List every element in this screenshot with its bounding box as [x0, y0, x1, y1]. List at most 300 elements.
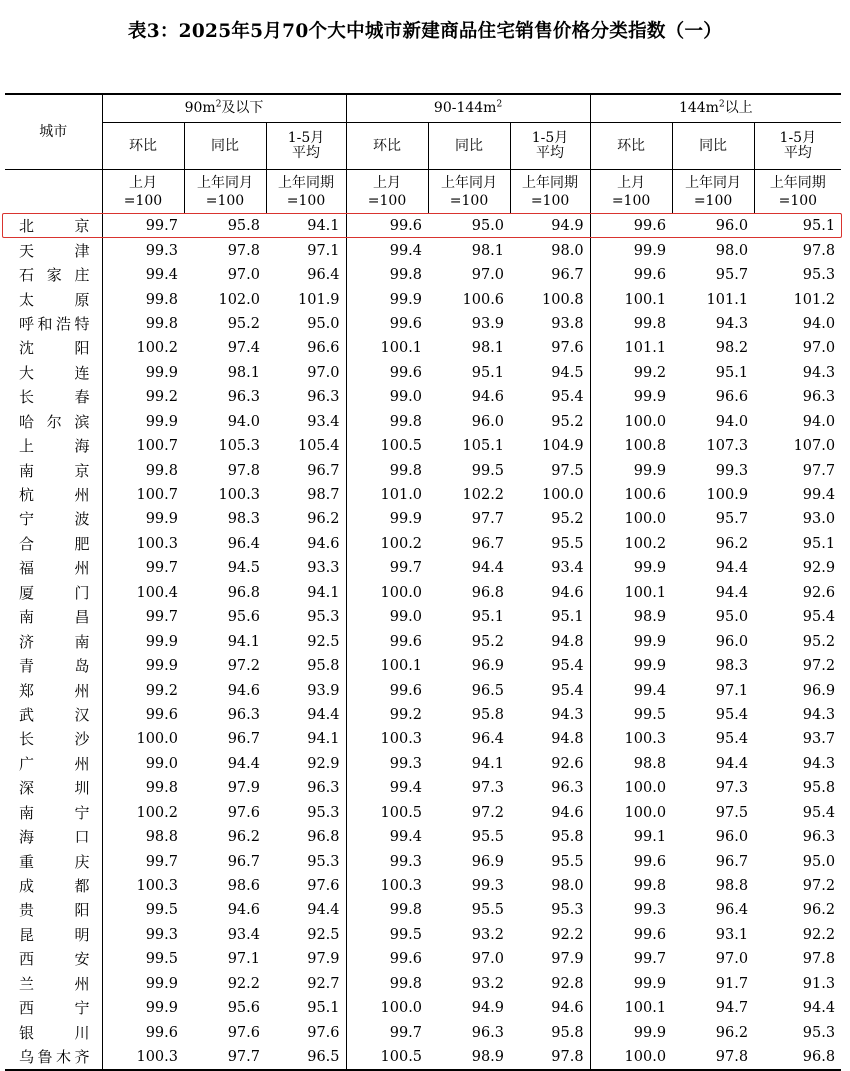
index-value-cell: 96.6: [307, 340, 340, 357]
index-value-cell: 94.1: [307, 731, 340, 748]
index-value-cell: 99.5: [590, 703, 672, 727]
city-name-cell: 济南: [19, 632, 90, 651]
index-value-cell: 94.3: [802, 755, 836, 772]
index-value-cell: 95.8: [551, 829, 584, 846]
index-value-cell: 94.3: [551, 706, 584, 723]
index-value-cell: 96.7: [307, 462, 340, 479]
index-value-cell: 94.8: [551, 731, 584, 748]
index-value-cell: 97.5: [551, 462, 584, 479]
index-value-cell: 100.9: [706, 487, 749, 504]
index-value-cell: 99.5: [102, 947, 184, 971]
index-value-cell: 99.8: [590, 312, 672, 336]
index-value-cell: 96.3: [551, 780, 584, 797]
base-period-header: 上年同月 =100: [428, 170, 510, 214]
index-value-cell: 99.6: [346, 678, 428, 702]
city-name-cell: 北京: [19, 217, 90, 236]
index-value-cell: 98.9: [428, 1045, 510, 1070]
index-value-cell: 94.6: [227, 902, 260, 919]
index-value-cell: 98.8: [715, 878, 749, 895]
table-row: [5, 605, 841, 629]
index-value-cell: 96.3: [802, 389, 836, 406]
index-value-cell: 97.9: [551, 951, 584, 968]
index-value-cell: 99.7: [346, 556, 428, 580]
table-row: [5, 898, 841, 922]
index-value-cell: 94.4: [227, 755, 260, 772]
index-value-cell: 100.3: [218, 487, 260, 504]
index-value-cell: 94.6: [551, 1000, 584, 1017]
index-value-cell: 97.2: [802, 658, 836, 675]
index-value-cell: 96.2: [227, 829, 260, 846]
index-value-cell: 94.5: [227, 560, 260, 577]
index-value-cell: 95.0: [471, 218, 505, 235]
city-name-cell: 天津: [19, 241, 90, 260]
index-value-cell: 99.9: [590, 385, 672, 409]
index-value-cell: 99.9: [102, 507, 184, 531]
index-value-cell: 95.3: [802, 1024, 836, 1041]
index-value-cell: 99.4: [346, 825, 428, 849]
index-value-cell: 91.3: [802, 975, 836, 992]
index-value-cell: 97.9: [227, 780, 260, 797]
index-value-cell: 97.0: [715, 951, 749, 968]
base-period-header: 上年同期 =100: [266, 170, 346, 214]
index-value-cell: 99.9: [102, 629, 184, 653]
index-value-cell: 98.8: [590, 752, 672, 776]
index-value-cell: 100.0: [590, 801, 672, 825]
index-value-cell: 96.5: [471, 682, 505, 699]
index-value-cell: 96.7: [551, 267, 584, 284]
base-period-header: 上月 =100: [590, 170, 672, 214]
index-value-cell: 100.5: [346, 1045, 428, 1070]
index-value-cell: 96.9: [471, 658, 505, 675]
index-value-cell: 95.1: [551, 609, 584, 626]
index-value-cell: 99.9: [590, 654, 672, 678]
city-name-cell: 南京: [19, 461, 90, 480]
index-value-cell: 100.2: [590, 532, 672, 556]
index-value-cell: 94.4: [802, 1000, 836, 1017]
index-value-cell: 94.9: [551, 218, 584, 235]
index-type-header: 同比: [184, 123, 266, 170]
index-value-cell: 100.3: [102, 874, 184, 898]
city-name-cell: 长沙: [19, 730, 90, 749]
table-row: [5, 874, 841, 898]
index-value-cell: 97.8: [672, 1045, 754, 1070]
index-value-cell: 99.2: [102, 678, 184, 702]
index-value-cell: 94.6: [471, 389, 505, 406]
index-value-cell: 96.3: [307, 780, 340, 797]
index-value-cell: 99.8: [346, 263, 428, 287]
index-value-cell: 100.0: [346, 996, 428, 1020]
city-name-cell: 西宁: [19, 999, 90, 1018]
index-value-cell: 96.0: [471, 413, 505, 430]
table-title: 表3：2025年5月70个大中城市新建商品住宅销售价格分类指数（一）: [127, 21, 723, 42]
index-value-cell: 95.0: [802, 853, 836, 870]
index-value-cell: 91.7: [715, 975, 749, 992]
index-value-cell: 99.4: [802, 487, 836, 504]
index-value-cell: 95.4: [715, 706, 749, 723]
index-value-cell: 99.8: [346, 972, 428, 996]
index-value-cell: 97.2: [227, 658, 260, 675]
index-value-cell: 100.8: [590, 434, 672, 458]
size-group-header: $90-144m^2$: [346, 94, 590, 123]
index-value-cell: 95.1: [715, 364, 749, 381]
index-value-cell: 99.2: [102, 385, 184, 409]
index-value-cell: 99.9: [102, 410, 184, 434]
index-value-cell: 97.0: [471, 267, 505, 284]
index-type-header: 同比: [672, 123, 754, 170]
index-value-cell: 96.4: [471, 731, 505, 748]
index-value-cell: 97.4: [227, 340, 260, 357]
index-value-cell: 98.9: [590, 605, 672, 629]
index-value-cell: 95.7: [715, 511, 749, 528]
index-value-cell: 96.8: [471, 584, 505, 601]
index-value-cell: 99.3: [346, 849, 428, 873]
city-name-cell: 宁波: [19, 510, 90, 529]
index-value-cell: 105.3: [218, 438, 260, 455]
index-value-cell: 96.3: [227, 706, 260, 723]
index-value-cell: 99.4: [346, 776, 428, 800]
index-value-cell: 93.4: [551, 560, 584, 577]
base-period-header: 上年同期 =100: [510, 170, 590, 214]
index-value-cell: 99.2: [346, 703, 428, 727]
index-value-cell: 101.9: [298, 291, 340, 308]
index-value-cell: 99.6: [590, 923, 672, 947]
index-value-cell: 93.9: [471, 315, 505, 332]
index-value-cell: 99.7: [102, 556, 184, 580]
index-value-cell: 99.7: [590, 947, 672, 971]
index-value-cell: 99.0: [346, 605, 428, 629]
base-period-header: 上年同月 =100: [184, 170, 266, 214]
city-name-cell: 武汉: [19, 705, 90, 724]
city-name-cell: 青岛: [19, 657, 90, 676]
index-value-cell: 95.4: [551, 682, 584, 699]
table-row: [5, 458, 841, 482]
index-value-cell: 95.3: [307, 609, 340, 626]
table-row: [5, 972, 841, 996]
index-type-header: 同比: [428, 123, 510, 170]
index-value-cell: 94.1: [227, 633, 260, 650]
index-value-cell: 99.8: [346, 410, 428, 434]
table-row: [5, 532, 841, 556]
index-value-cell: 96.3: [307, 389, 340, 406]
index-value-cell: 92.9: [307, 755, 340, 772]
index-value-cell: 95.3: [551, 902, 584, 919]
index-value-cell: 99.9: [590, 1020, 672, 1044]
index-value-cell: 100.7: [102, 483, 184, 507]
index-value-cell: 96.2: [715, 1024, 749, 1041]
index-value-cell: 95.4: [551, 658, 584, 675]
index-value-cell: 94.6: [551, 804, 584, 821]
index-value-cell: 99.8: [346, 458, 428, 482]
index-value-cell: 94.4: [715, 584, 749, 601]
index-value-cell: 97.3: [471, 780, 505, 797]
city-name-cell: 太原: [19, 290, 90, 309]
index-value-cell: 99.9: [590, 556, 672, 580]
index-value-cell: 97.2: [471, 804, 505, 821]
index-value-cell: 99.3: [346, 752, 428, 776]
index-value-cell: 97.6: [307, 878, 340, 895]
index-value-cell: 99.6: [590, 849, 672, 873]
index-value-cell: 99.8: [102, 458, 184, 482]
index-value-cell: 99.8: [102, 776, 184, 800]
index-value-cell: 93.0: [802, 511, 836, 528]
index-value-cell: 100.5: [346, 801, 428, 825]
index-value-cell: 94.9: [471, 1000, 505, 1017]
table-row: [5, 923, 841, 947]
index-value-cell: 93.3: [307, 560, 340, 577]
table-body: [5, 214, 841, 1071]
index-value-cell: 101.0: [346, 483, 428, 507]
index-value-cell: 94.4: [307, 902, 340, 919]
city-name-cell: 哈尔滨: [19, 412, 90, 431]
table-row: [5, 507, 841, 531]
index-value-cell: 94.0: [802, 413, 836, 430]
index-value-cell: 99.0: [346, 385, 428, 409]
index-value-cell: 99.9: [346, 507, 428, 531]
index-value-cell: 100.1: [590, 287, 672, 311]
city-name-cell: 重庆: [19, 852, 90, 871]
index-value-cell: 100.2: [346, 532, 428, 556]
city-name-cell: 广州: [19, 754, 90, 773]
index-value-cell: 99.3: [715, 462, 749, 479]
index-value-cell: 99.8: [102, 287, 184, 311]
index-value-cell: 95.1: [471, 364, 505, 381]
city-name-cell: 贵阳: [19, 901, 90, 920]
index-value-cell: 95.2: [802, 633, 836, 650]
index-value-cell: 99.7: [102, 214, 184, 239]
index-value-cell: 100.0: [590, 410, 672, 434]
index-value-cell: 99.8: [590, 874, 672, 898]
index-value-cell: 99.6: [346, 214, 428, 239]
index-value-cell: 100.3: [102, 532, 184, 556]
index-value-cell: 99.6: [102, 1020, 184, 1044]
index-value-cell: 94.1: [307, 218, 340, 235]
index-value-cell: 99.5: [471, 462, 505, 479]
index-value-cell: 98.2: [715, 340, 749, 357]
city-name-cell: 上海: [19, 437, 90, 456]
index-value-cell: 100.6: [462, 291, 505, 308]
index-value-cell: 97.5: [715, 804, 749, 821]
table-row: [5, 263, 841, 287]
city-name-cell: 银川: [19, 1023, 90, 1042]
index-value-cell: 95.1: [802, 535, 836, 552]
city-name-cell: 合肥: [19, 534, 90, 553]
index-value-cell: 100.6: [590, 483, 672, 507]
index-value-cell: 100.2: [102, 801, 184, 825]
index-value-cell: 105.4: [298, 438, 340, 455]
table-row: [5, 312, 841, 336]
index-value-cell: 99.5: [102, 898, 184, 922]
index-value-cell: 107.0: [793, 438, 836, 455]
table-row: [5, 801, 841, 825]
table-row: [5, 703, 841, 727]
index-value-cell: 97.6: [551, 340, 584, 357]
city-name-cell: 大连: [19, 363, 90, 382]
index-value-cell: 100.8: [542, 291, 584, 308]
table-row: [5, 287, 841, 311]
index-value-cell: 97.7: [802, 462, 836, 479]
index-type-header: 环比: [102, 123, 184, 170]
index-value-cell: 94.4: [307, 706, 340, 723]
index-value-cell: 98.3: [715, 658, 749, 675]
index-value-cell: 96.0: [715, 829, 749, 846]
index-value-cell: 94.8: [551, 633, 584, 650]
index-value-cell: 95.1: [802, 218, 836, 235]
index-value-cell: 95.5: [471, 902, 505, 919]
index-value-cell: 93.8: [551, 315, 584, 332]
index-value-cell: 96.8: [227, 584, 260, 601]
index-value-cell: 99.0: [102, 752, 184, 776]
city-name-cell: 西安: [19, 950, 90, 969]
index-value-cell: 100.3: [346, 874, 428, 898]
index-value-cell: 96.3: [227, 389, 260, 406]
index-value-cell: 94.4: [715, 755, 749, 772]
table-row: [5, 361, 841, 385]
index-value-cell: 95.5: [471, 829, 505, 846]
index-value-cell: 98.7: [307, 487, 340, 504]
index-value-cell: 97.6: [227, 804, 260, 821]
index-value-cell: 99.9: [102, 654, 184, 678]
index-value-cell: 100.0: [590, 1045, 672, 1070]
index-value-cell: 95.0: [715, 609, 749, 626]
table-row: [5, 410, 841, 434]
index-value-cell: 99.7: [102, 605, 184, 629]
index-value-cell: 99.6: [102, 703, 184, 727]
table-row: [5, 654, 841, 678]
index-value-cell: 99.9: [102, 972, 184, 996]
index-value-cell: 96.2: [802, 902, 836, 919]
index-value-cell: 97.6: [227, 1024, 260, 1041]
index-value-cell: 93.9: [307, 682, 340, 699]
city-name-cell: 成都: [19, 877, 90, 896]
city-name-cell: 南宁: [19, 803, 90, 822]
index-value-cell: 99.9: [590, 458, 672, 482]
index-value-cell: 94.1: [307, 584, 340, 601]
index-value-cell: 100.1: [346, 654, 428, 678]
city-name-cell: 南昌: [19, 608, 90, 627]
index-value-cell: 96.7: [715, 853, 749, 870]
index-value-cell: 98.3: [227, 511, 260, 528]
index-value-cell: 94.3: [802, 706, 836, 723]
index-value-cell: 98.0: [715, 242, 749, 259]
index-value-cell: 100.0: [542, 487, 584, 504]
index-value-cell: 96.3: [471, 1024, 505, 1041]
index-value-cell: 100.7: [102, 434, 184, 458]
price-index-table: [5, 93, 841, 1071]
base-period-header-row: [5, 170, 841, 214]
base-period-header: 上月 =100: [346, 170, 428, 214]
index-value-cell: 94.6: [307, 535, 340, 552]
index-value-cell: 94.4: [715, 560, 749, 577]
index-value-cell: 99.9: [590, 238, 672, 262]
index-value-cell: 97.0: [802, 340, 836, 357]
index-value-cell: 99.7: [102, 849, 184, 873]
index-value-cell: 96.9: [802, 682, 836, 699]
index-value-cell: 99.6: [346, 361, 428, 385]
city-name-cell: 沈阳: [19, 339, 90, 358]
index-value-cell: 96.8: [307, 829, 340, 846]
table-row: [5, 483, 841, 507]
index-value-cell: 95.3: [802, 267, 836, 284]
index-value-cell: 97.1: [307, 242, 340, 259]
index-value-cell: 101.1: [590, 336, 672, 360]
index-value-cell: 96.4: [227, 535, 260, 552]
index-value-cell: 95.4: [802, 609, 836, 626]
index-value-cell: 99.3: [471, 878, 505, 895]
index-value-cell: 92.8: [551, 975, 584, 992]
table-row: [5, 238, 841, 262]
index-value-cell: 100.0: [590, 507, 672, 531]
city-name-cell: 深圳: [19, 779, 90, 798]
index-value-cell: 98.1: [471, 340, 505, 357]
table-row: [5, 752, 841, 776]
index-value-cell: 98.8: [102, 825, 184, 849]
index-value-cell: 95.2: [551, 511, 584, 528]
index-value-cell: 93.2: [471, 975, 505, 992]
index-value-cell: 94.7: [715, 1000, 749, 1017]
index-value-cell: 97.7: [471, 511, 505, 528]
index-value-cell: 96.0: [715, 218, 749, 235]
index-value-cell: 95.1: [471, 609, 505, 626]
index-value-cell: 99.1: [590, 825, 672, 849]
index-value-cell: 97.1: [715, 682, 749, 699]
index-value-cell: 100.4: [102, 581, 184, 605]
index-value-cell: 94.0: [227, 413, 260, 430]
table-row: [5, 556, 841, 580]
index-value-cell: 93.7: [802, 731, 836, 748]
index-value-cell: 96.0: [715, 633, 749, 650]
index-value-cell: 95.6: [227, 1000, 260, 1017]
index-value-cell: 95.5: [551, 535, 584, 552]
index-value-cell: 92.5: [307, 633, 340, 650]
index-value-cell: 95.4: [802, 804, 836, 821]
index-value-cell: 99.9: [102, 361, 184, 385]
index-value-cell: 100.1: [590, 996, 672, 1020]
index-value-cell: 93.2: [471, 926, 505, 943]
city-name-cell: 福州: [19, 559, 90, 578]
base-period-header: 上年同月 =100: [672, 170, 754, 214]
index-type-header: 1-5月 平均: [510, 123, 590, 170]
index-value-cell: 95.4: [551, 389, 584, 406]
index-value-cell: 95.8: [551, 1024, 584, 1041]
index-value-cell: 96.5: [266, 1045, 346, 1070]
index-value-cell: 92.2: [802, 926, 836, 943]
index-value-cell: 94.3: [802, 364, 836, 381]
index-value-cell: 96.8: [754, 1045, 841, 1070]
index-value-cell: 97.0: [307, 364, 340, 381]
index-value-cell: 95.2: [227, 315, 260, 332]
city-name-cell: 杭州: [19, 486, 90, 505]
index-value-cell: 102.2: [462, 487, 505, 504]
index-value-cell: 95.8: [802, 780, 836, 797]
index-value-cell: 97.8: [802, 951, 836, 968]
table-row: [5, 678, 841, 702]
table-row: [5, 434, 841, 458]
index-value-cell: 94.6: [227, 682, 260, 699]
index-value-cell: 99.6: [590, 214, 672, 239]
index-value-cell: 94.0: [715, 413, 749, 430]
index-value-cell: 100.3: [102, 1045, 184, 1070]
index-value-cell: 95.8: [227, 218, 260, 235]
index-value-cell: 95.2: [471, 633, 505, 650]
size-group-header: $90m^2$及以下: [102, 94, 346, 123]
index-value-cell: 93.4: [227, 926, 260, 943]
table-row: [5, 581, 841, 605]
index-value-cell: 94.4: [471, 560, 505, 577]
index-value-cell: 98.0: [551, 878, 584, 895]
table-row: [5, 629, 841, 653]
index-value-cell: 92.2: [551, 926, 584, 943]
index-value-cell: 92.6: [802, 584, 836, 601]
